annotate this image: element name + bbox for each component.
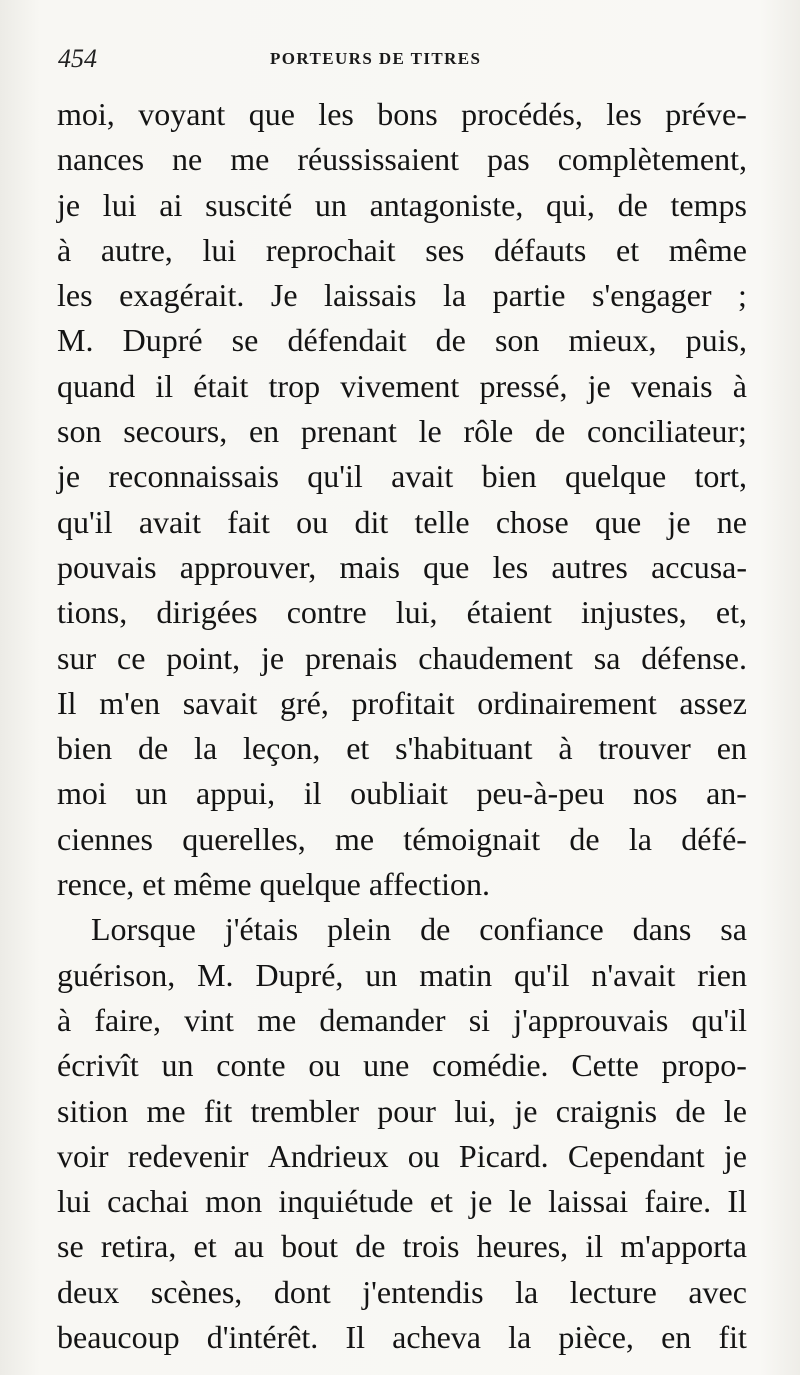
word: leçon,	[243, 730, 321, 767]
word: rien	[697, 956, 747, 993]
word: mon	[205, 1183, 263, 1220]
word: s'engager	[592, 277, 712, 314]
text-line	[57, 318, 747, 363]
word: bien	[481, 458, 537, 495]
word: puis,	[685, 322, 747, 359]
word: Dupré	[122, 322, 203, 359]
word: fait	[227, 503, 270, 540]
word: telle	[414, 503, 470, 540]
word: il	[303, 775, 322, 812]
word: fit	[718, 1319, 747, 1356]
word: pièce,	[558, 1319, 634, 1356]
word: la	[443, 277, 467, 314]
word: je	[667, 503, 691, 540]
word: une	[363, 1047, 410, 1084]
word: propo-	[661, 1047, 747, 1084]
word: ne	[716, 503, 747, 540]
word: qui,	[546, 186, 595, 223]
word: que	[248, 96, 295, 132]
word: chose	[495, 503, 569, 540]
text-line-content: rence, et même quelque affection.	[57, 866, 490, 903]
word: prenais	[304, 639, 398, 676]
word: ne	[172, 141, 203, 178]
word: Dupré,	[255, 956, 344, 993]
word: bien	[57, 730, 113, 767]
word: faire,	[94, 1001, 161, 1038]
word: n'avait	[591, 956, 676, 993]
word: cachai	[107, 1183, 189, 1220]
word: Il	[727, 1183, 747, 1220]
text-line	[57, 998, 747, 1043]
word: secours,	[123, 413, 228, 450]
word: la	[515, 1273, 539, 1310]
text-line	[57, 454, 747, 499]
word: Il	[57, 684, 77, 721]
word: son	[57, 413, 102, 450]
word: en	[716, 730, 747, 767]
running-title: PORTEURS DE TITRES	[270, 49, 482, 68]
word: défé-	[681, 820, 747, 857]
word: antagoniste,	[369, 186, 524, 223]
word: contre	[286, 594, 367, 631]
word: assez	[679, 684, 747, 721]
word: que	[594, 503, 642, 540]
word: il	[155, 367, 174, 404]
word: craignis	[555, 1092, 658, 1129]
word: quelque	[564, 458, 667, 495]
word: ses	[425, 231, 465, 268]
word: m'en	[99, 684, 161, 721]
text-line	[57, 273, 747, 318]
word: je	[57, 458, 81, 495]
word: an-	[706, 775, 747, 812]
page-number: 454	[58, 44, 97, 73]
word: à	[558, 730, 573, 767]
word: bons	[377, 96, 438, 132]
text-line	[57, 183, 747, 228]
word: je	[260, 639, 285, 676]
word: qu'il	[307, 458, 363, 495]
word: et	[193, 1228, 217, 1265]
word: pour	[377, 1092, 436, 1129]
word: guérison,	[57, 956, 176, 993]
word: et	[616, 231, 640, 268]
word: suscité	[205, 186, 293, 223]
word: dit	[354, 503, 389, 540]
word: conciliateur;	[586, 413, 747, 450]
word: m'apporta	[620, 1228, 747, 1265]
word: quand	[57, 367, 136, 404]
word: même	[668, 231, 747, 268]
word: Lorsque	[91, 911, 196, 948]
word: lui,	[454, 1092, 497, 1129]
word: préve-	[665, 96, 747, 132]
word: se	[57, 1228, 84, 1265]
word: les	[606, 96, 642, 132]
word: ai	[159, 186, 183, 223]
word: M.	[197, 956, 234, 993]
word: beaucoup	[57, 1319, 180, 1356]
word: moi	[57, 775, 107, 812]
word: autres	[551, 548, 628, 585]
word: de	[420, 911, 451, 948]
word: fit	[203, 1092, 233, 1129]
word: j'approuvais	[513, 1001, 669, 1038]
word: les	[57, 277, 93, 314]
word: dont	[273, 1273, 331, 1310]
word: un	[161, 1047, 194, 1084]
word: vint	[184, 1001, 234, 1038]
word: je	[469, 1183, 493, 1220]
word: lui	[57, 1183, 91, 1220]
text-line	[57, 409, 747, 454]
word: exagérait.	[119, 277, 245, 314]
word: j'étais	[224, 911, 299, 948]
word: approuver,	[179, 548, 317, 585]
word: trouver	[598, 730, 691, 767]
word: profitait	[351, 684, 455, 721]
text-line	[57, 862, 747, 907]
word: voir	[57, 1137, 109, 1174]
word: je	[587, 367, 611, 404]
word: accusa-	[651, 548, 747, 585]
word: demander	[319, 1001, 446, 1038]
text-line	[57, 726, 747, 771]
word: Il	[345, 1319, 365, 1356]
word: complètement,	[557, 141, 747, 178]
text-line	[57, 1224, 747, 1269]
word: témoignait	[403, 820, 541, 857]
word: laissai	[548, 1183, 629, 1220]
word: étaient	[466, 594, 552, 631]
word: un	[135, 775, 168, 812]
text-line	[57, 545, 747, 590]
word: qu'il	[57, 503, 113, 540]
word: sa	[593, 639, 621, 676]
word: le	[418, 413, 442, 450]
text-line	[57, 1089, 747, 1134]
word: querelles,	[182, 820, 306, 857]
word: à	[732, 367, 747, 404]
word: d'intérêt.	[206, 1319, 319, 1356]
word: défendait	[287, 322, 407, 359]
word: les	[492, 548, 529, 585]
word: sition	[57, 1092, 129, 1129]
running-head	[58, 40, 742, 74]
word: ;	[738, 277, 747, 314]
word: reconnaissais	[108, 458, 279, 495]
word: en	[661, 1319, 692, 1356]
word: oubliait	[350, 775, 448, 812]
word: tions,	[57, 594, 128, 631]
word: retira,	[100, 1228, 177, 1265]
word: avait	[138, 503, 201, 540]
word: procédés,	[461, 96, 583, 132]
word: lecture	[569, 1273, 657, 1310]
word: avec	[688, 1273, 747, 1310]
word: le	[723, 1092, 747, 1129]
word: ciennes	[57, 820, 153, 857]
word: à	[57, 231, 72, 268]
word: partie	[492, 277, 566, 314]
word: moi,	[57, 96, 115, 132]
word: tort,	[694, 458, 747, 495]
text-line	[57, 137, 747, 182]
word: la	[508, 1319, 532, 1356]
word: appui,	[196, 775, 276, 812]
text-line	[57, 364, 747, 409]
word: heures,	[476, 1228, 569, 1265]
text-line	[57, 228, 747, 273]
word: conte	[216, 1047, 286, 1084]
word: qu'il	[513, 956, 570, 993]
word: dirigées	[156, 594, 258, 631]
word: écrivît	[57, 1047, 139, 1084]
word: défauts	[493, 231, 587, 268]
word: M.	[57, 322, 94, 359]
word: de	[675, 1092, 706, 1129]
word: à	[57, 1001, 72, 1038]
text-line	[57, 636, 747, 681]
word: réussissaient	[297, 141, 460, 178]
word: chaudement	[418, 639, 573, 676]
word: avait	[391, 458, 454, 495]
word: injustes,	[581, 594, 687, 631]
text-line	[57, 1270, 747, 1315]
word: la	[628, 820, 652, 857]
word: de	[569, 820, 600, 857]
text-line	[57, 1134, 747, 1179]
word: scènes,	[150, 1273, 243, 1310]
word: inquiétude	[278, 1183, 414, 1220]
word: les	[318, 96, 354, 132]
word: de	[355, 1228, 386, 1265]
word: ou	[308, 1047, 341, 1084]
word: pouvais	[57, 548, 157, 585]
word: prenant	[300, 413, 397, 450]
word: peu-à-peu	[476, 775, 605, 812]
word: sa	[720, 911, 747, 948]
word: lui,	[395, 594, 438, 631]
word: venais	[630, 367, 713, 404]
word: rôle	[463, 413, 514, 450]
word: bout	[281, 1228, 339, 1265]
word: j'entendis	[362, 1273, 484, 1310]
word: Picard.	[458, 1137, 549, 1174]
word: dans	[632, 911, 692, 948]
word: il	[585, 1228, 604, 1265]
word: de	[137, 730, 169, 767]
word: me	[257, 1001, 297, 1038]
word: acheva	[392, 1319, 481, 1356]
word: de	[535, 413, 566, 450]
word: le	[508, 1183, 532, 1220]
word: si	[468, 1001, 491, 1038]
word: pas	[487, 141, 530, 178]
word: lui	[202, 231, 237, 268]
word: temps	[670, 186, 747, 223]
word: et	[429, 1183, 453, 1220]
word: était	[193, 367, 249, 404]
word: me	[146, 1092, 186, 1129]
word: plein	[327, 911, 392, 948]
word: qu'il	[691, 1001, 747, 1038]
text-line	[57, 1315, 747, 1360]
word: redevenir	[127, 1137, 249, 1174]
word: nos	[633, 775, 678, 812]
word: point,	[166, 639, 241, 676]
word: trois	[402, 1228, 460, 1265]
word: se	[231, 322, 259, 359]
word: trembler	[250, 1092, 359, 1129]
word: reprochait	[265, 231, 396, 268]
word: gré,	[280, 684, 329, 721]
body-text	[57, 92, 747, 1360]
word: et,	[715, 594, 747, 631]
text-line	[57, 500, 747, 545]
word: je	[57, 186, 81, 223]
text-line	[57, 953, 747, 998]
word: ordinairement	[477, 684, 657, 721]
text-line	[57, 817, 747, 862]
word: deux	[57, 1273, 120, 1310]
word: je	[723, 1137, 747, 1174]
word: je	[514, 1092, 538, 1129]
text-line	[57, 1043, 747, 1088]
word: comédie.	[432, 1047, 549, 1084]
word: me	[334, 820, 375, 857]
word: Andrieux	[267, 1137, 389, 1174]
word: ou	[407, 1137, 440, 1174]
word: s'habituant	[395, 730, 533, 767]
word: pressé,	[479, 367, 568, 404]
word: nances	[57, 141, 145, 178]
word: laissais	[324, 277, 417, 314]
word: ce	[117, 639, 146, 676]
word: confiance	[479, 911, 604, 948]
word: lui	[102, 186, 137, 223]
word: Je	[270, 277, 298, 314]
word: Cette	[571, 1047, 639, 1084]
word: en	[248, 413, 280, 450]
word: mais	[339, 548, 400, 585]
word: me	[230, 141, 270, 178]
text-line	[57, 681, 747, 726]
word: savait	[182, 684, 258, 721]
word: mieux,	[568, 322, 657, 359]
word: défense.	[641, 639, 747, 676]
text-line	[57, 590, 747, 635]
word: Cependant	[567, 1137, 705, 1174]
word: un	[365, 956, 398, 993]
word: la	[194, 730, 218, 767]
text-line	[57, 771, 747, 816]
word: voyant	[138, 96, 226, 132]
word: trop	[268, 367, 321, 404]
text-line	[57, 907, 747, 952]
word: ou	[296, 503, 329, 540]
word: que	[423, 548, 470, 585]
word: sur	[57, 639, 97, 676]
text-line	[57, 1179, 747, 1224]
word: de	[435, 322, 466, 359]
word: matin	[419, 956, 493, 993]
word: un	[314, 186, 347, 223]
word: vivement	[340, 367, 460, 404]
word: son	[494, 322, 540, 359]
word: et	[346, 730, 370, 767]
word: autre,	[100, 231, 173, 268]
word: au	[233, 1228, 264, 1265]
word: de	[617, 186, 648, 223]
word: faire.	[644, 1183, 712, 1220]
text-line	[57, 92, 747, 137]
